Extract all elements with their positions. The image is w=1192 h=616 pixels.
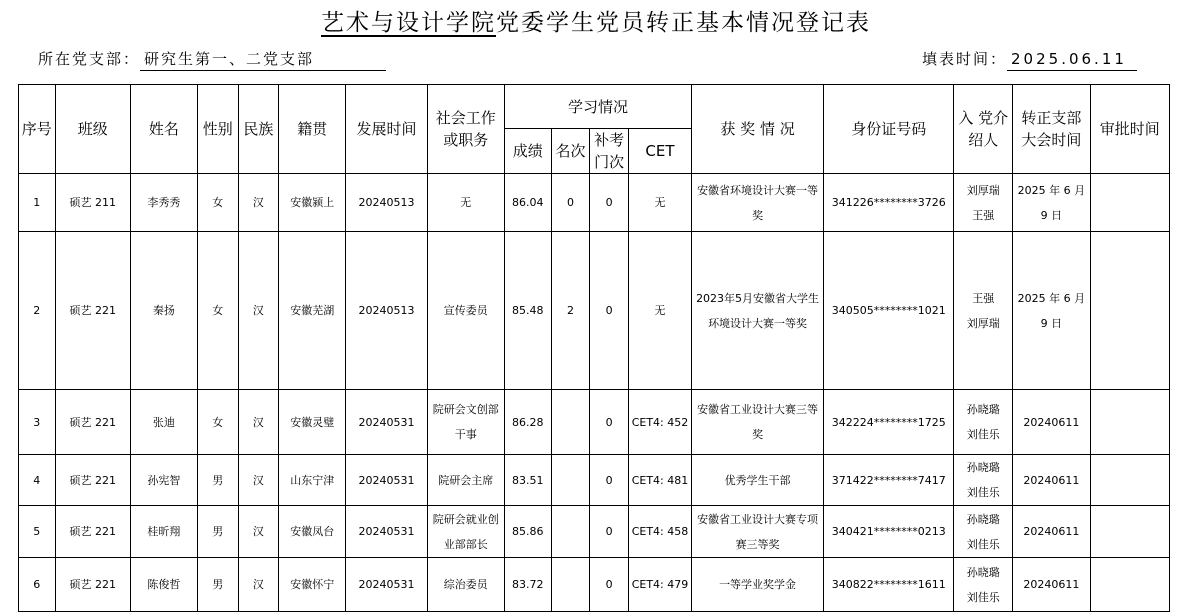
cell-seq: 3 [19, 390, 56, 455]
cell-rank: 2 [551, 232, 590, 390]
introducer-1: 孙晓璐 [966, 403, 1000, 416]
cell-approval-time [1090, 558, 1169, 612]
cell-name: 桂昕翔 [130, 506, 197, 558]
cell-seq: 2 [19, 232, 56, 390]
cell-native-place: 安徽凤台 [279, 506, 346, 558]
cell-introducer [954, 558, 1013, 612]
cell-score: 83.51 [504, 455, 551, 506]
cell-retake: 0 [590, 455, 629, 506]
page-title [0, 6, 1192, 40]
cell-seq: 5 [19, 506, 56, 558]
cell-awards: 2023年5月安徽省大学生环境设计大赛一等奖 [691, 232, 823, 390]
cell-name: 张迪 [130, 390, 197, 455]
cell-cet: CET4: 458 [628, 506, 691, 558]
header-rank: 名次 [551, 129, 590, 174]
cell-retake: 0 [590, 174, 629, 232]
header-awards: 获 奖 情 况 [691, 85, 823, 174]
cell-id-number: 340822********1611 [824, 558, 954, 612]
header-approval-time: 审批时间 [1090, 85, 1169, 174]
cell-ethnicity: 汉 [238, 455, 279, 506]
registration-table [18, 84, 1170, 612]
cell-gender: 男 [197, 558, 238, 612]
header-introducer: 入 党介绍人 [954, 85, 1013, 174]
cell-approval-time [1090, 506, 1169, 558]
cell-native-place: 安徽怀宁 [279, 558, 346, 612]
cell-rank: 0 [551, 174, 590, 232]
cell-cet: 无 [628, 232, 691, 390]
header-seq: 序号 [19, 85, 56, 174]
introducer-1: 刘厚瑞 [966, 183, 1000, 197]
fill-date-label: 填表时间： [922, 50, 1008, 68]
cell-seq: 4 [19, 455, 56, 506]
header-gender: 性别 [197, 85, 238, 174]
cell-meeting-time: 20240611 [1013, 390, 1090, 455]
cell-gender: 男 [197, 506, 238, 558]
introducer-1: 孙晓璐 [966, 512, 1000, 526]
title-rest: 党委学生党员转正基本情况登记表 [496, 10, 871, 36]
cell-id-number: 341226********3726 [824, 174, 954, 232]
fill-date-field [922, 48, 1137, 71]
cell-social-work: 无 [427, 174, 504, 232]
cell-native-place: 安徽芜湖 [279, 232, 346, 390]
cell-name: 孙宪智 [130, 455, 197, 506]
cell-social-work: 院研会文创部干事 [427, 390, 504, 455]
cell-gender: 女 [197, 390, 238, 455]
header-name: 姓名 [130, 85, 197, 174]
cell-introducer [954, 455, 1013, 506]
header-cet: CET [628, 129, 691, 174]
cell-class: 硕艺 221 [55, 558, 130, 612]
cell-seq: 1 [19, 174, 56, 232]
cell-class: 硕艺 221 [55, 390, 130, 455]
cell-development-time: 20240513 [346, 174, 427, 232]
cell-development-time: 20240531 [346, 455, 427, 506]
header-development-time: 发展时间 [346, 85, 427, 174]
cell-introducer [954, 506, 1013, 558]
cell-awards: 安徽省工业设计大赛三等奖 [691, 390, 823, 455]
table-row [19, 558, 1170, 612]
cell-gender: 女 [197, 232, 238, 390]
cell-gender: 女 [197, 174, 238, 232]
header-score: 成绩 [504, 129, 551, 174]
cell-class: 硕艺 221 [55, 232, 130, 390]
cell-retake: 0 [590, 232, 629, 390]
cell-development-time: 20240531 [346, 390, 427, 455]
cell-ethnicity: 汉 [238, 506, 279, 558]
title-college: 艺术与设计学院 [321, 10, 496, 36]
header-social-work: 社会工作或职务 [427, 85, 504, 174]
cell-social-work: 综治委员 [427, 558, 504, 612]
cell-awards: 安徽省工业设计大赛专项赛三等奖 [691, 506, 823, 558]
cell-development-time: 20240531 [346, 558, 427, 612]
cell-ethnicity: 汉 [238, 174, 279, 232]
party-branch-field [38, 48, 386, 71]
cell-class: 硕艺 221 [55, 455, 130, 506]
cell-name: 陈俊哲 [130, 558, 197, 612]
cell-name: 秦扬 [130, 232, 197, 390]
cell-score: 85.48 [504, 232, 551, 390]
cell-approval-time [1090, 232, 1169, 390]
cell-score: 86.04 [504, 174, 551, 232]
header-retake: 补考门次 [590, 129, 629, 174]
cell-meeting-time: 2025 年 6 月 9 日 [1013, 174, 1090, 232]
cell-native-place: 安徽灵璧 [279, 390, 346, 455]
cell-development-time: 20240513 [346, 232, 427, 390]
table-header [19, 85, 1170, 174]
cell-gender: 男 [197, 455, 238, 506]
header-study-group: 学习情况 [504, 85, 691, 129]
cell-approval-time [1090, 390, 1169, 455]
cell-cet: CET4: 481 [628, 455, 691, 506]
cell-social-work: 院研会主席 [427, 455, 504, 506]
cell-retake: 0 [590, 390, 629, 455]
header-native-place: 籍贯 [279, 85, 346, 174]
introducer-1: 王强 [972, 291, 995, 305]
cell-approval-time [1090, 455, 1169, 506]
cell-social-work: 院研会就业创业部部长 [427, 506, 504, 558]
table-row [19, 174, 1170, 232]
cell-rank [551, 558, 590, 612]
cell-class: 硕艺 221 [55, 506, 130, 558]
cell-rank [551, 506, 590, 558]
cell-ethnicity: 汉 [238, 232, 279, 390]
cell-meeting-time: 2025 年 6 月 9 日 [1013, 232, 1090, 390]
cell-cet: 无 [628, 174, 691, 232]
cell-retake: 0 [590, 558, 629, 612]
header-id-number: 身份证号码 [824, 85, 954, 174]
cell-native-place: 安徽颍上 [279, 174, 346, 232]
cell-name: 李秀秀 [130, 174, 197, 232]
header-class: 班级 [55, 85, 130, 174]
introducer-2: 刘佳乐 [966, 590, 1000, 604]
cell-id-number: 340421********0213 [824, 506, 954, 558]
cell-introducer [954, 390, 1013, 455]
header-ethnicity: 民族 [238, 85, 279, 174]
introducer-2: 刘佳乐 [966, 428, 1000, 441]
branch-value: 研究生第一、二党支部 [140, 48, 386, 71]
introducer-2: 刘佳乐 [966, 537, 1000, 551]
cell-seq: 6 [19, 558, 56, 612]
cell-score: 85.86 [504, 506, 551, 558]
table-row [19, 390, 1170, 455]
cell-ethnicity: 汉 [238, 390, 279, 455]
cell-id-number: 342224********1725 [824, 390, 954, 455]
table-row [19, 232, 1170, 390]
fill-date-value: 2025.06.11 [1007, 48, 1137, 71]
cell-awards: 优秀学生干部 [691, 455, 823, 506]
table-row [19, 506, 1170, 558]
cell-social-work: 宣传委员 [427, 232, 504, 390]
cell-score: 86.28 [504, 390, 551, 455]
cell-development-time: 20240531 [346, 506, 427, 558]
header-meeting-time: 转正支部大会时间 [1013, 85, 1090, 174]
cell-awards: 安徽省环境设计大赛一等奖 [691, 174, 823, 232]
cell-cet: CET4: 479 [628, 558, 691, 612]
cell-rank [551, 455, 590, 506]
cell-meeting-time: 20240611 [1013, 558, 1090, 612]
table-row [19, 455, 1170, 506]
introducer-2: 王强 [972, 208, 995, 222]
introducer-1: 孙晓璐 [966, 461, 1000, 474]
introducer-2: 刘厚瑞 [966, 316, 1000, 330]
cell-retake: 0 [590, 506, 629, 558]
cell-meeting-time: 20240611 [1013, 455, 1090, 506]
cell-cet: CET4: 452 [628, 390, 691, 455]
branch-label: 所在党支部： [38, 50, 141, 68]
introducer-2: 刘佳乐 [966, 486, 1000, 499]
cell-id-number: 371422********7417 [824, 455, 954, 506]
introducer-1: 孙晓璐 [966, 565, 1000, 579]
cell-introducer [954, 232, 1013, 390]
cell-introducer [954, 174, 1013, 232]
cell-id-number: 340505********1021 [824, 232, 954, 390]
cell-meeting-time: 20240611 [1013, 506, 1090, 558]
cell-ethnicity: 汉 [238, 558, 279, 612]
cell-rank [551, 390, 590, 455]
cell-awards: 一等学业奖学金 [691, 558, 823, 612]
cell-class: 硕艺 211 [55, 174, 130, 232]
cell-score: 83.72 [504, 558, 551, 612]
cell-native-place: 山东宁津 [279, 455, 346, 506]
cell-approval-time [1090, 174, 1169, 232]
